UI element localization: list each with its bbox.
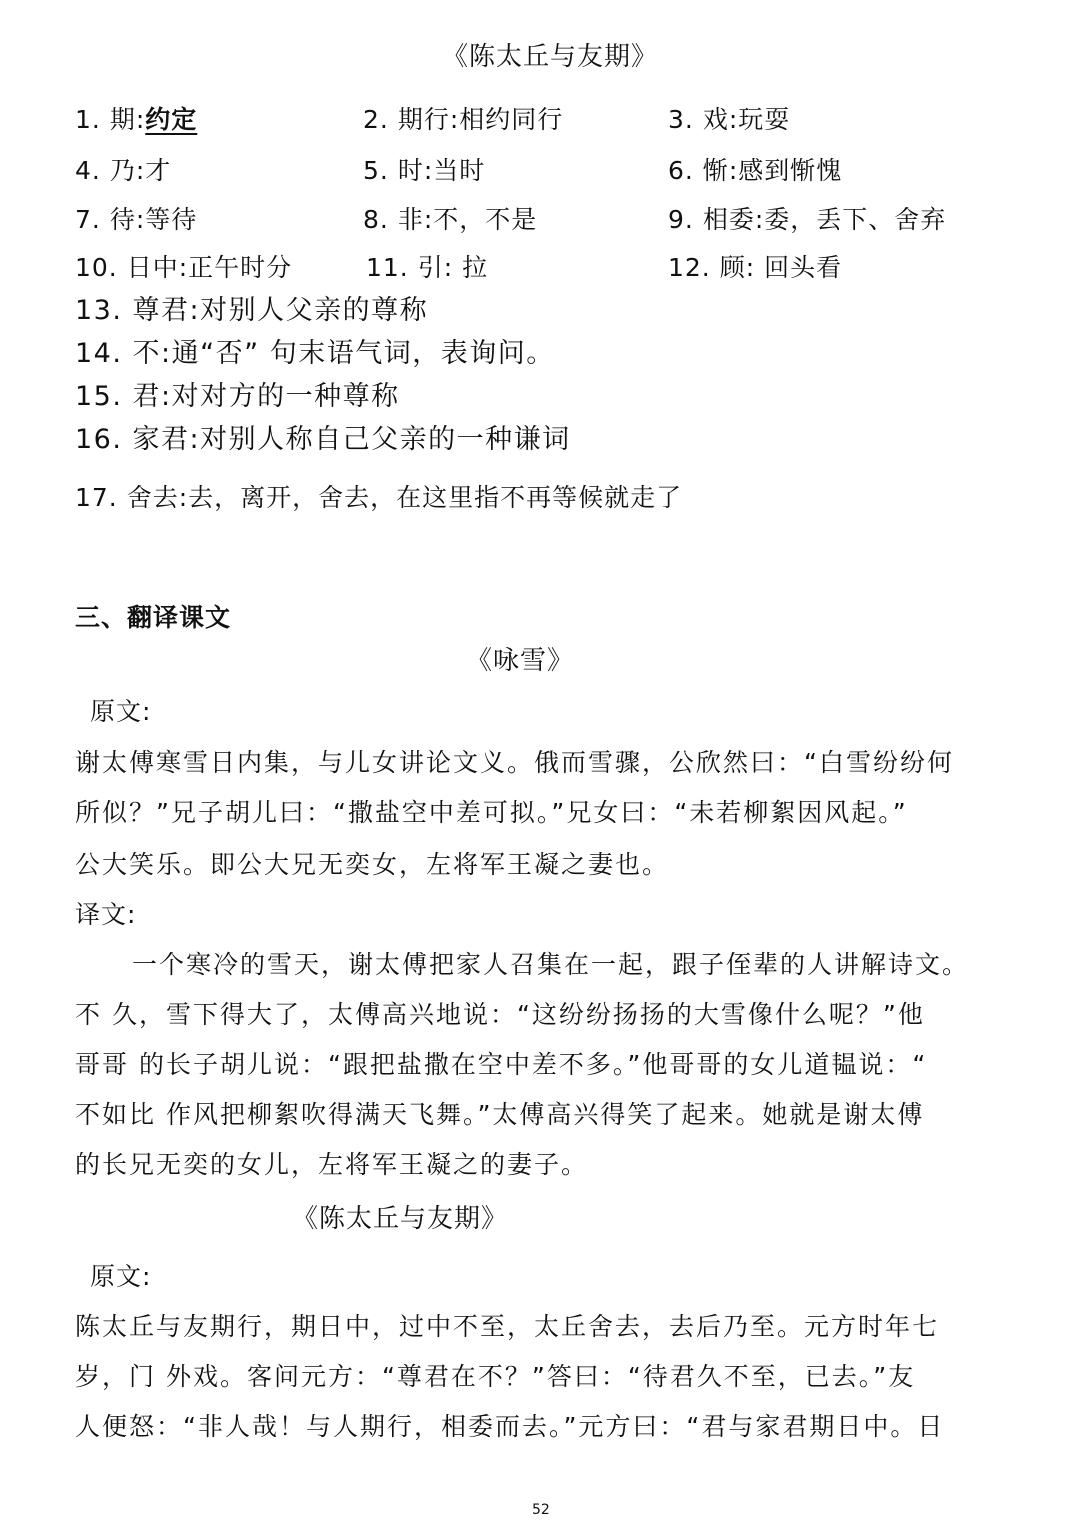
poem1-translation-line: 一个寒冷的雪天，谢太傅把家人召集在一起，跟子侄辈的人讲解诗文。: [132, 950, 970, 979]
vocab-num: 3.: [668, 105, 694, 134]
vocab-term: 舍去:: [126, 483, 189, 512]
vocab-def: 玩耍: [738, 105, 791, 134]
page-title: 《陈太丘与友期》: [442, 42, 659, 72]
vocab-term: 相委:: [702, 205, 765, 234]
vocab-term: 非:: [397, 205, 434, 234]
vocab-num: 10.: [75, 253, 118, 282]
vocab-term: 不:: [132, 338, 172, 369]
vocab-def: 对别人父亲的尊称: [200, 295, 429, 326]
vocab-def: 通“否” 句末语气词，表询问。: [171, 338, 555, 369]
vocab-term: 尊君:: [132, 295, 201, 326]
poem2-title: 《陈太丘与友期》: [292, 1204, 509, 1234]
vocab-num: 4.: [75, 156, 101, 185]
section-heading: 三、翻译课文: [75, 603, 232, 632]
vocab-def: 正午时分: [188, 253, 293, 282]
vocab-num: 11.: [366, 253, 409, 282]
vocab-item-16: [75, 417, 571, 456]
vocab-item-4: [75, 151, 171, 187]
vocab-term: 家君:: [132, 424, 201, 455]
vocab-item-7: [75, 200, 197, 236]
poem1-original-label: 原文:: [90, 697, 152, 726]
vocab-item-11: [366, 248, 488, 284]
vocab-num: 13.: [75, 295, 123, 326]
poem1-translation-label: 译文:: [75, 900, 137, 929]
vocab-item-9: [668, 200, 946, 236]
vocab-item-10: [75, 248, 292, 284]
vocab-item-15: [75, 374, 400, 413]
vocab-def: 等待: [145, 205, 198, 234]
vocab-def: 才: [145, 156, 172, 185]
poem1-original-line: 谢太傅寒雪日内集，与儿女讲论文义。俄而雪骤，公欣然曰：“白雪纷纷何: [75, 748, 954, 777]
page-number: 52: [532, 1502, 550, 1518]
vocab-def: 去，离开，舍去，在这里指不再等候就走了: [188, 483, 683, 512]
vocab-term: 乃:: [109, 156, 146, 185]
vocab-def: 相约同行: [459, 105, 564, 134]
vocab-num: 16.: [75, 424, 123, 455]
poem1-original-line: 所似？”兄子胡儿曰：“撒盐空中差可拟。”兄女曰：“未若柳絮因风起。”: [75, 798, 908, 827]
vocab-num: 15.: [75, 381, 123, 412]
vocab-num: 12.: [668, 253, 711, 282]
vocab-item-6: [668, 151, 842, 187]
vocab-term: 期:: [109, 105, 146, 134]
vocab-term: 待:: [109, 205, 146, 234]
vocab-term: 期行:: [397, 105, 460, 134]
vocab-num: 9.: [668, 205, 694, 234]
vocab-item-2: [363, 100, 563, 136]
vocab-def: 不，不是: [433, 205, 538, 234]
vocab-def: 感到惭愧: [738, 156, 843, 185]
vocab-term: 引:: [417, 253, 454, 282]
vocab-item-5: [363, 151, 485, 187]
poem2-original-label: 原文:: [90, 1262, 152, 1291]
vocab-term: 惭:: [702, 156, 739, 185]
vocab-item-13: [75, 288, 428, 327]
poem2-original-line: 岁，门 外戏。客问元方：“尊君在不？”答曰：“待君久不至，已去。”友: [75, 1362, 916, 1391]
poem1-translation-line: 的长兄无奕的女儿，左将军王凝之的妻子。: [75, 1150, 589, 1179]
vocab-term: 顾:: [719, 253, 756, 282]
vocab-term: 戏:: [702, 105, 739, 134]
vocab-num: 8.: [363, 205, 389, 234]
poem1-original-line: 公大笑乐。即公大兄无奕女，左将军王凝之妻也。: [75, 850, 670, 879]
vocab-def: 当时: [433, 156, 486, 185]
vocab-item-8: [363, 200, 537, 236]
vocab-num: 5.: [363, 156, 389, 185]
vocab-num: 17.: [75, 483, 118, 512]
vocab-term: 日中:: [126, 253, 189, 282]
vocab-def: 回头看: [764, 253, 843, 282]
vocab-term: 君:: [132, 381, 172, 412]
vocab-def: 拉: [462, 253, 489, 282]
vocab-item-12: [668, 248, 842, 284]
poem1-translation-line: 哥哥 的长子胡儿说：“跟把盐撒在空中差不多。”他哥哥的女儿道韫说：“: [75, 1050, 928, 1079]
vocab-term: 时:: [397, 156, 434, 185]
vocab-def: 约定: [145, 105, 198, 134]
vocab-item-1: [75, 100, 197, 136]
poem2-original-line: 陈太丘与友期行，期日中，过中不至，太丘舍去，去后乃至。元方时年七: [75, 1312, 940, 1341]
poem1-translation-line: 不 久，雪下得大了，太傅高兴地说：“这纷纷扬扬的大雪像什么呢？”他: [75, 1000, 925, 1029]
vocab-num: 6.: [668, 156, 694, 185]
poem1-translation-line: 不如比 作风把柳絮吹得满天飞舞。”太傅高兴得笑了起来。她就是谢太傅: [75, 1100, 925, 1129]
vocab-def: 对对方的一种尊称: [171, 381, 400, 412]
vocab-item-17: [75, 478, 682, 514]
poem2-original-line: 人便怒：“非人哉！与人期行，相委而去。”元方曰：“君与家君期日中。日: [75, 1412, 945, 1441]
vocab-num: 14.: [75, 338, 123, 369]
poem1-title: 《咏雪》: [466, 646, 575, 676]
vocab-def: 对别人称自己父亲的一种谦词: [200, 424, 571, 455]
vocab-num: 7.: [75, 205, 101, 234]
vocab-item-3: [668, 100, 790, 136]
vocab-num: 2.: [363, 105, 389, 134]
vocab-def: 委，丢下、舍弃: [764, 205, 947, 234]
vocab-item-14: [75, 331, 555, 370]
vocab-num: 1.: [75, 105, 101, 134]
